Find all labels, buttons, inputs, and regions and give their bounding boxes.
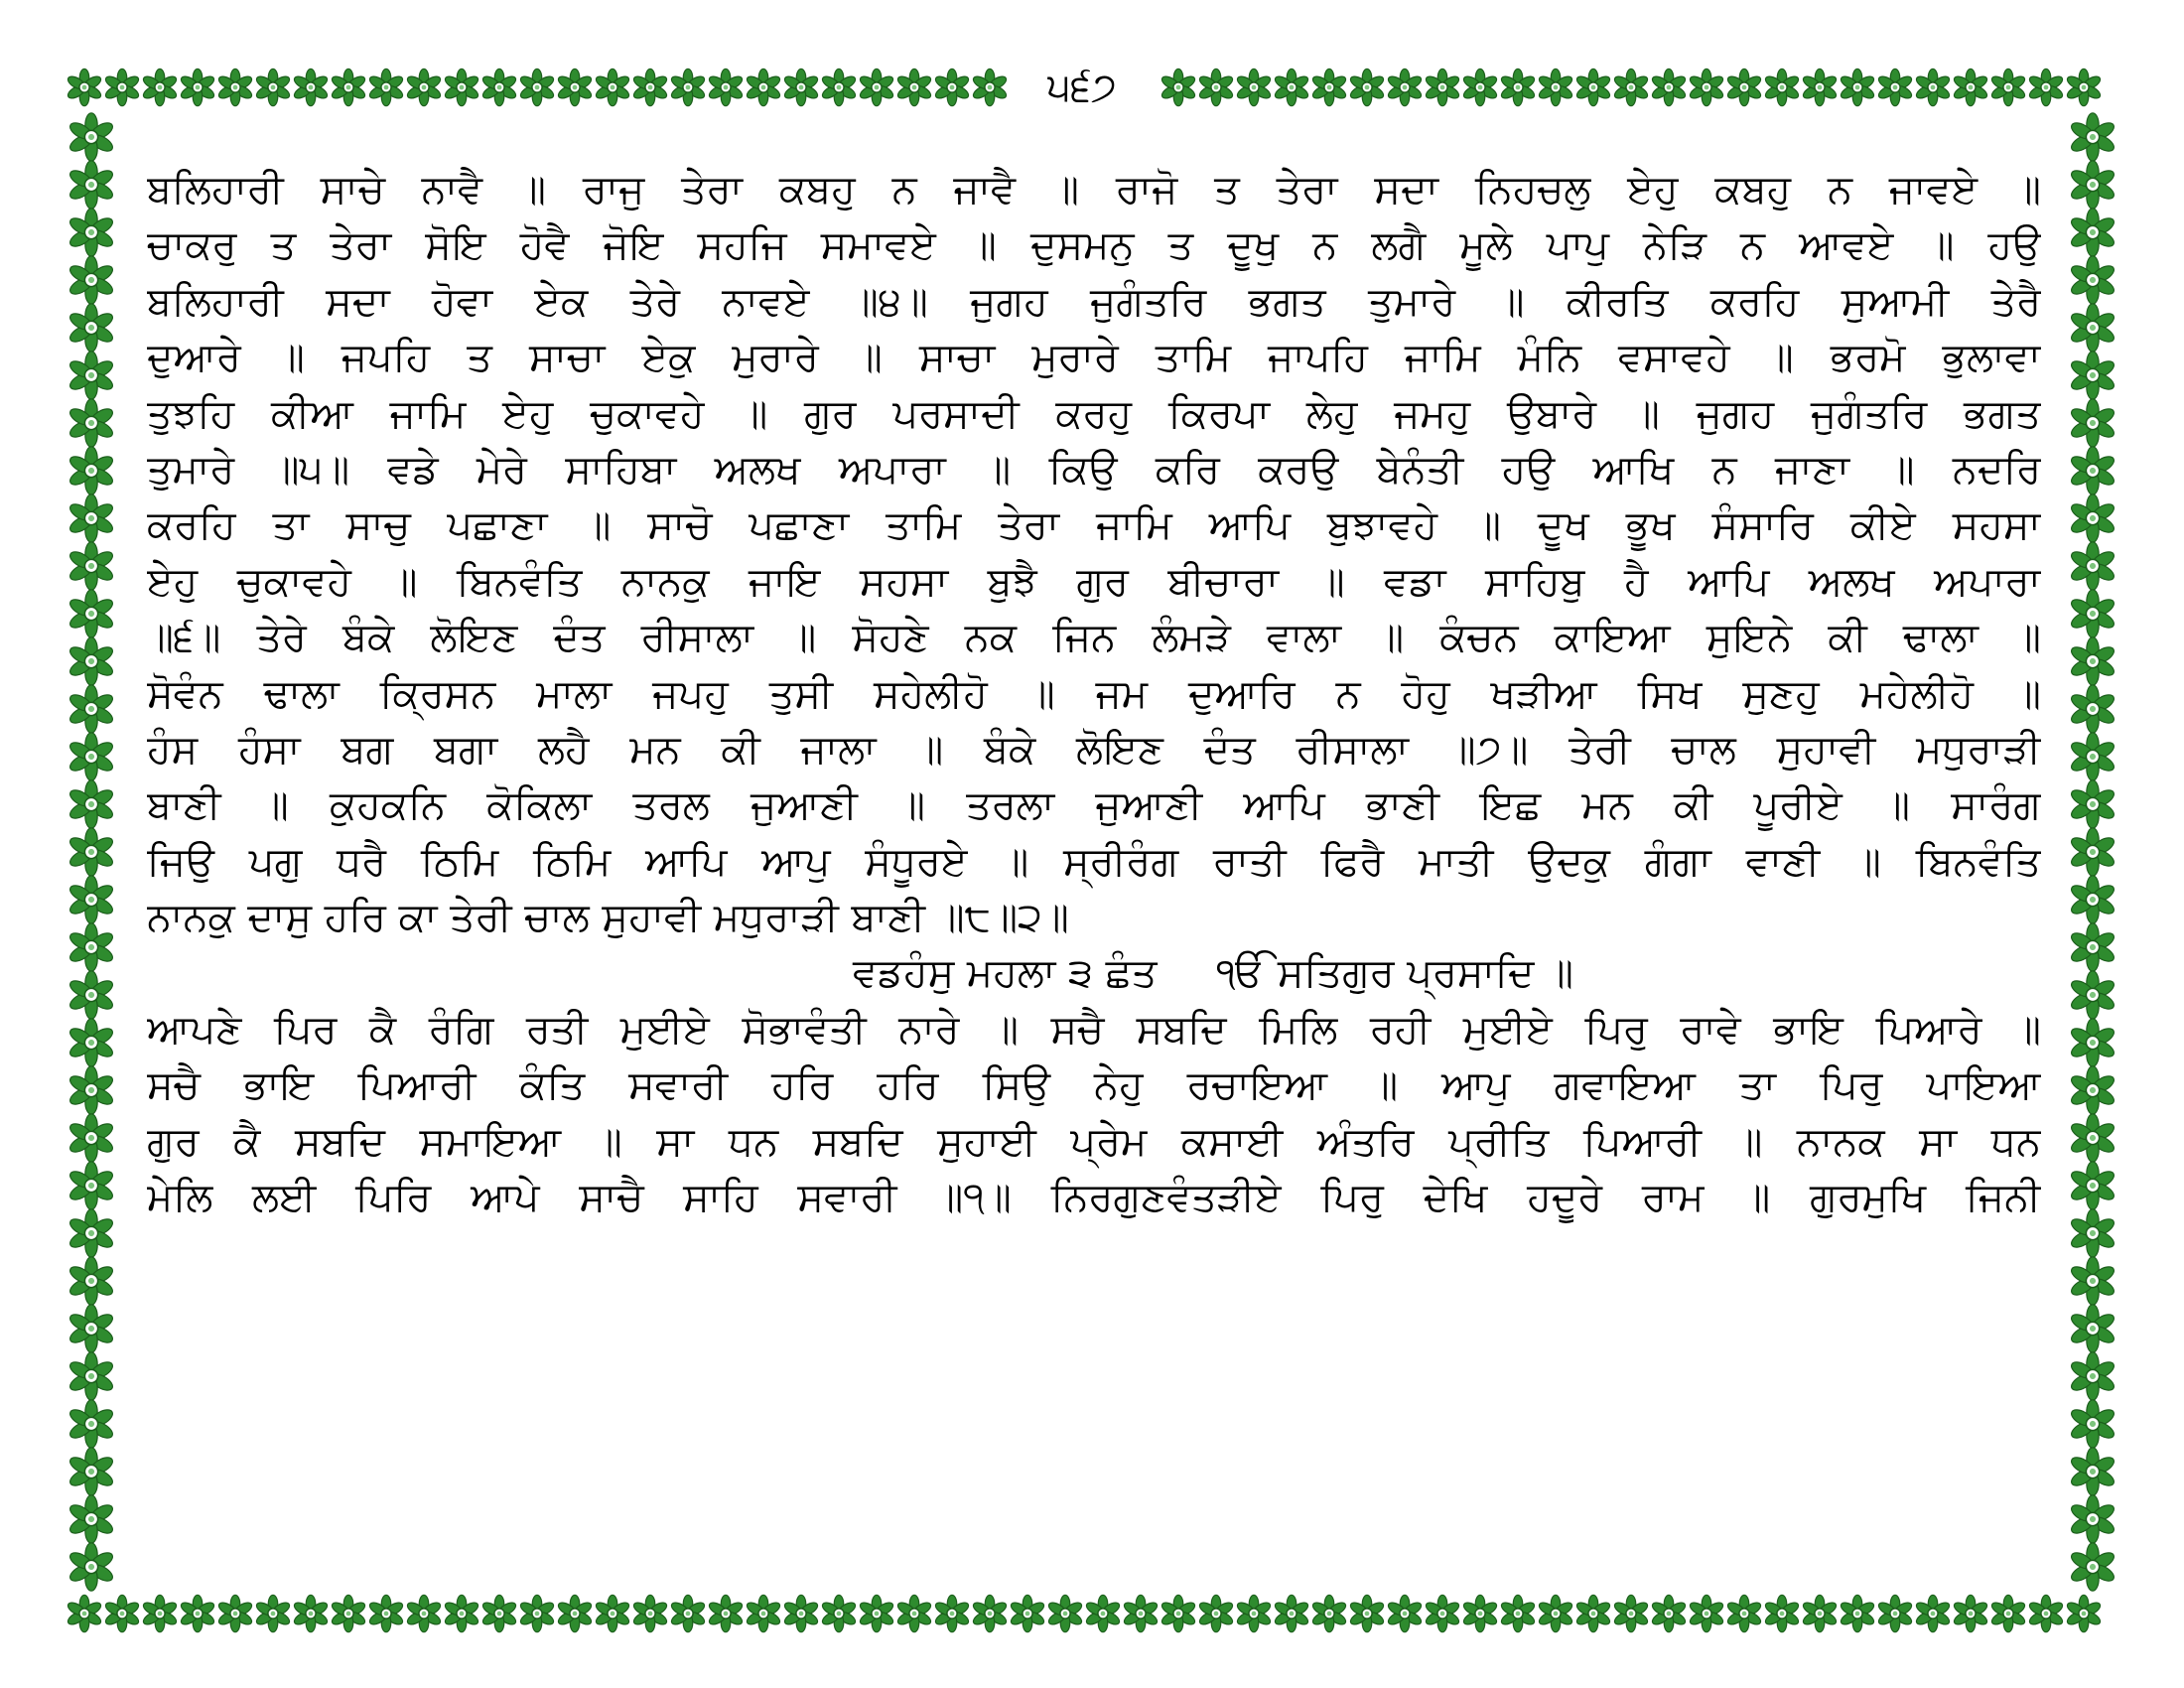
border-flower-icon [1839,69,1875,105]
border-flower-icon [631,69,668,105]
border-flower-icon [971,1595,1008,1631]
border-flower-icon [895,69,932,105]
border-flower-icon [68,1257,115,1305]
border-flower-icon [2027,1595,2064,1631]
border-flower-icon [858,69,894,105]
border-flower-icon [68,828,115,876]
page-number: ੫੬੭ [1008,58,1157,117]
border-flower-icon [2069,733,2116,780]
border-flower-icon [2069,256,2116,304]
border-flower-icon [2069,1448,2116,1495]
border-flower-icon [594,1595,630,1631]
border-flower-icon [2069,447,2116,494]
text-line: ਏਹੁ ਚੁਕਾਵਹੇ ॥ ਬਿਨਵੰਤਿ ਨਾਨਕੁ ਜਾਇ ਸਹਸਾ ਬੁਝੈ ਗੁਰ ਬੀਚਾਰਾ ॥ ਵਡਾ ਸਾਹਿਬੁ ਹੈ ਆਪਿ ਅਲਖ ਅਪਾਰਾ [147,558,2041,605]
border-flower-icon [216,1595,253,1631]
border-flower-icon [367,1595,404,1631]
border-flower-icon [518,69,555,105]
text-line: ਨਾਨਕੁ ਦਾਸੁ ਹਰਿ ਕਾ ਤੇਰੀ ਚਾਲ ਸੁਹਾਵੀ ਮਧੁਰਾੜੀ ਬਾਣੀ ॥੮॥੨॥ [147,895,1069,941]
border-flower-icon [1273,1595,1309,1631]
border-flower-icon [1499,1595,1536,1631]
border-flower-icon [1009,1595,1045,1631]
text-line: ਤੁਮਾਰੇ ॥੫॥ ਵਡੇ ਮੇਰੇ ਸਾਹਿਬਾ ਅਲਖ ਅਪਾਰਾ ॥ ਕਿਉ ਕਰਿ ਕਰਉ ਬੇਨੰਤੀ ਹਉ ਆਖਿ ਨ ਜਾਣਾ ॥ ਨਦਰਿ [147,446,2041,492]
text-line: ਆਪਣੇ ਪਿਰ ਕੈ ਰੰਗਿ ਰਤੀ ਮੁਈਏ ਸੋਭਾਵੰਤੀ ਨਾਰੇ ॥ ਸਚੈ ਸਬਦਿ ਮਿਲਿ ਰਹੀ ਮੁਈਏ ਪਿਰੁ ਰਾਵੇ ਭਾਇ ਪਿਆਰੇ ॥ [147,1006,2041,1053]
border-flower-icon [1914,69,1951,105]
border-flower-icon [141,69,178,105]
border-flower-icon [68,1400,115,1448]
border-flower-icon [1763,1595,1800,1631]
border-flower-icon [68,1019,115,1066]
border-flower-icon [1876,1595,1913,1631]
border-flower-icon [68,1543,115,1591]
border-flower-icon [1461,1595,1498,1631]
border-flower-icon [1952,1595,1988,1631]
text-line: ਮੇਲਿ ਲਈ ਪਿਰਿ ਆਪੇ ਸਾਚੈ ਸਾਹਿ ਸਵਾਰੀ ॥੧॥ ਨਿਰਗੁਣਵੰਤੜੀਏ ਪਿਰੁ ਦੇਖਿ ਹਦੂਰੇ ਰਾਮ ॥ ਗੁਰਮੁਖਿ ਜਿਨੀ [147,1175,2041,1221]
border-flower-icon [1688,1595,1724,1631]
border-flower-icon [480,69,517,105]
border-flower-icon [66,69,102,105]
border-flower-icon [66,1595,102,1631]
border-flower-icon [68,113,115,161]
border-flower-icon [1725,1595,1762,1631]
border-flower-icon [1612,1595,1649,1631]
border-flower-icon [68,1495,115,1543]
border-flower-icon [103,1595,140,1631]
border-flower-icon [2069,876,2116,923]
border-flower-icon [556,69,593,105]
section-heading [147,945,2041,1001]
border-flower-icon [782,69,819,105]
border-flower-icon [1160,69,1196,105]
border-flower-icon [2069,828,2116,876]
border-flower-icon [179,1595,215,1631]
border-flower-icon [2069,1400,2116,1448]
text-line: ਗੁਰ ਕੈ ਸਬਦਿ ਸਮਾਇਆ ॥ ਸਾ ਧਨ ਸਬਦਿ ਸੁਹਾਈ ਪ੍ਰੇਮ ਕਸਾਈ ਅੰਤਰਿ ਪ੍ਰੀਤਿ ਪਿਆਰੀ ॥ ਨਾਨਕ ਸਾ ਧਨ [147,1118,2041,1165]
border-flower-icon [216,69,253,105]
scripture-text [147,162,2041,1562]
border-flower-icon [1310,1595,1347,1631]
heading-invocation: ੴ ਸਤਿਗੁਰ ਪ੍ਰਸਾਦਿ ॥ [1216,950,1574,997]
text-line: ਹੰਸ ਹੰਸਾ ਬਗ ਬਗਾ ਲਹੈ ਮਨ ਕੀ ਜਾਲਾ ॥ ਬੰਕੇ ਲੋਇਣ ਦੰਤ ਰੀਸਾਲਾ ॥੭॥ ਤੇਰੀ ਚਾਲ ਸੁਹਾਵੀ ਮਧੁਰਾੜੀ [147,726,2041,773]
border-flower-icon [443,1595,479,1631]
border-flower-icon [1461,69,1498,105]
border-flower-icon [68,876,115,923]
border-flower-icon [68,971,115,1019]
border-flower-icon [1046,1595,1083,1631]
border-flower-icon [2069,1352,2116,1400]
border-flower-icon [2069,637,2116,685]
border-flower-icon [2065,69,2102,105]
border-flower-icon [1952,69,1988,105]
border-flower-icon [933,69,970,105]
border-flower-icon [1574,69,1611,105]
border-flower-icon [405,1595,442,1631]
border-flower-icon [1537,1595,1573,1631]
border-flower-icon [518,1595,555,1631]
border-flower-icon [68,304,115,352]
border-flower-icon [2069,590,2116,637]
border-flower-icon [367,69,404,105]
border-flower-icon [1424,69,1460,105]
border-flower-icon [68,1066,115,1114]
border-flower-icon [68,161,115,209]
border-flower-icon [556,1595,593,1631]
border-flower-icon [1989,69,2026,105]
text-line: ॥੬॥ ਤੇਰੇ ਬੰਕੇ ਲੋਇਣ ਦੰਤ ਰੀਸਾਲਾ ॥ ਸੋਹਣੇ ਨਕ ਜਿਨ ਲੰਮੜੇ ਵਾਲਾ ॥ ਕੰਚਨ ਕਾਇਆ ਸੁਇਨੇ ਕੀ ਢਾਲਾ ॥ [147,615,2041,661]
border-flower-icon [669,1595,706,1631]
border-flower-icon [895,1595,932,1631]
border-flower-icon [68,542,115,590]
heading-title: ਵਡਹੰਸੁ ਮਹਲਾ ੩ ਛੰਤ [852,950,1158,997]
border-flower-icon [1235,69,1272,105]
border-flower-icon [2069,685,2116,733]
border-flower-icon [68,733,115,780]
border-flower-icon [68,1352,115,1400]
border-flower-icon [1273,69,1309,105]
border-flower-icon [2069,542,2116,590]
border-flower-icon [594,69,630,105]
text-line: ਸਚੈ ਭਾਇ ਪਿਆਰੀ ਕੰਤਿ ਸਵਾਰੀ ਹਰਿ ਹਰਿ ਸਿਉ ਨੇਹੁ ਰਚਾਇਆ ॥ ਆਪੁ ਗਵਾਇਆ ਤਾ ਪਿਰੁ ਪਾਇਆ [147,1062,2041,1109]
border-flower-icon [254,1595,291,1631]
border-flower-icon [292,69,329,105]
border-flower-icon [669,69,706,105]
border-flower-icon [1989,1595,2026,1631]
border-flower-icon [2069,352,2116,399]
border-flower-icon [2027,69,2064,105]
border-flower-icon [2069,971,2116,1019]
border-flower-icon [443,69,479,105]
border-flower-icon [480,1595,517,1631]
border-flower-icon [2069,1209,2116,1257]
border-flower-icon [2069,494,2116,542]
border-flower-icon [2069,1305,2116,1352]
border-flower-icon [745,1595,781,1631]
border-flower-icon [1688,69,1724,105]
border-flower-icon [1160,1595,1196,1631]
border-flower-icon [707,1595,744,1631]
border-flower-icon [254,69,291,105]
border-flower-icon [1197,69,1234,105]
border-flower-icon [2069,1019,2116,1066]
border-flower-icon [68,1448,115,1495]
border-flower-icon [68,1114,115,1162]
border-flower-icon [330,69,366,105]
border-flower-icon [1197,1595,1234,1631]
border-flower-icon [971,69,1008,105]
border-flower-icon [1499,69,1536,105]
border-flower-icon [1763,69,1800,105]
border-flower-icon [2069,1257,2116,1305]
border-flower-icon [1725,69,1762,105]
border-flower-icon [707,69,744,105]
border-flower-icon [1386,1595,1423,1631]
text-line: ਬਲਿਹਾਰੀ ਸਦਾ ਹੋਵਾ ਏਕ ਤੇਰੇ ਨਾਵਏ ॥੪॥ ਜੁਗਹ ਜੁਗੰਤਰਿ ਭਗਤ ਤੁਮਾਰੇ ॥ ਕੀਰਤਿ ਕਰਹਿ ਸੁਆਮੀ ਤੇਰੈ [147,278,2041,325]
border-flower-icon [1574,1595,1611,1631]
border-flower-icon [1650,69,1687,105]
border-flower-icon [933,1595,970,1631]
border-flower-icon [2069,209,2116,256]
border-flower-icon [68,209,115,256]
border-flower-icon [2069,1162,2116,1209]
text-line: ਚਾਕਰੁ ਤ ਤੇਰਾ ਸੋਇ ਹੋਵੈ ਜੋਇ ਸਹਜਿ ਸਮਾਵਏ ॥ ਦੁਸਮਨੁ ਤ ਦੂਖੁ ਨ ਲਗੈ ਮੂਲੇ ਪਾਪੁ ਨੇੜਿ ਨ ਆਵਏ ॥ ਹਉ [147,222,2041,269]
text-line: ਜਿਉ ਪਗੁ ਧਰੈ ਠਿਮਿ ਠਿਮਿ ਆਪਿ ਆਪੁ ਸੰਧੂਰਏ ॥ ਸ੍ਰੀਰੰਗ ਰਾਤੀ ਫਿਰੈ ਮਾਤੀ ਉਦਕੁ ਗੰਗਾ ਵਾਣੀ ॥ ਬਿਨਵੰਤਿ [147,838,2041,885]
border-flower-icon [1612,69,1649,105]
border-flower-icon [1801,69,1838,105]
border-flower-icon [68,1209,115,1257]
border-flower-icon [68,923,115,971]
border-flower-icon [68,352,115,399]
border-flower-icon [68,685,115,733]
text-line: ਦੁਆਰੇ ॥ ਜਪਹਿ ਤ ਸਾਚਾ ਏਕੁ ਮੁਰਾਰੇ ॥ ਸਾਚਾ ਮੁਰਾਰੇ ਤਾਮਿ ਜਾਪਹਿ ਜਾਮਿ ਮੰਨਿ ਵਸਾਵਹੇ ॥ ਭਰਮੋ ਭੁਲਾਵਾ [147,335,2041,381]
border-flower-icon [68,1305,115,1352]
border-flower-icon [1537,69,1573,105]
border-flower-icon [103,69,140,105]
text-line: ਤੁਝਹਿ ਕੀਆ ਜਾਮਿ ਏਹੁ ਚੁਕਾਵਹੇ ॥ ਗੁਰ ਪਰਸਾਦੀ ਕਰਹੁ ਕਿਰਪਾ ਲੇਹੁ ਜਮਹੁ ਉਬਾਰੇ ॥ ਜੁਗਹ ਜੁਗੰਤਰਿ ਭਗਤ [147,390,2041,437]
border-flower-icon [2065,1595,2102,1631]
border-flower-icon [292,1595,329,1631]
border-flower-icon [631,1595,668,1631]
border-flower-icon [1801,1595,1838,1631]
border-flower-icon [1084,1595,1121,1631]
border-flower-icon [68,1162,115,1209]
border-flower-icon [68,590,115,637]
border-flower-icon [141,1595,178,1631]
border-flower-icon [2069,399,2116,447]
border-flower-icon [68,637,115,685]
border-flower-icon [330,1595,366,1631]
border-flower-icon [1386,69,1423,105]
border-flower-icon [68,780,115,828]
border-flower-icon [1876,69,1913,105]
border-flower-icon [2069,923,2116,971]
border-flower-icon [68,256,115,304]
border-flower-icon [1235,1595,1272,1631]
border-flower-icon [1424,1595,1460,1631]
text-line: ਸੋਵੰਨ ਢਾਲਾ ਕ੍ਰਿਸਨ ਮਾਲਾ ਜਪਹੁ ਤੁਸੀ ਸਹੇਲੀਹੋ ॥ ਜਮ ਦੁਆਰਿ ਨ ਹੋਹੁ ਖੜੀਆ ਸਿਖ ਸੁਣਹੁ ਮਹੇਲੀਹੋ ॥ [147,670,2041,717]
border-flower-icon [68,447,115,494]
border-flower-icon [68,399,115,447]
border-flower-icon [820,1595,857,1631]
border-flower-icon [2069,304,2116,352]
border-flower-icon [2069,161,2116,209]
border-flower-icon [1122,1595,1159,1631]
border-flower-icon [1348,69,1385,105]
text-line: ਬਾਣੀ ॥ ਕੁਹਕਨਿ ਕੋਕਿਲਾ ਤਰਲ ਜੁਆਣੀ ॥ ਤਰਲਾ ਜੁਆਣੀ ਆਪਿ ਭਾਣੀ ਇਛ ਮਨ ਕੀ ਪੂਰੀਏ ॥ ਸਾਰੰਗ [147,782,2041,829]
border-flower-icon [68,494,115,542]
text-line: ਕਰਹਿ ਤਾ ਸਾਚੁ ਪਛਾਣਾ ॥ ਸਾਚੋ ਪਛਾਣਾ ਤਾਮਿ ਤੇਰਾ ਜਾਮਿ ਆਪਿ ਬੁਝਾਵਹੇ ॥ ਦੂਖ ਭੂਖ ਸੰਸਾਰਿ ਕੀਏ ਸਹਸਾ [147,502,2041,549]
border-flower-icon [2069,1543,2116,1591]
border-flower-icon [179,69,215,105]
border-flower-icon [1914,1595,1951,1631]
border-flower-icon [782,1595,819,1631]
border-flower-icon [1348,1595,1385,1631]
border-flower-icon [2069,1114,2116,1162]
border-flower-icon [820,69,857,105]
border-flower-icon [1839,1595,1875,1631]
border-flower-icon [2069,1066,2116,1114]
border-flower-icon [1310,69,1347,105]
text-line: ਬਲਿਹਾਰੀ ਸਾਚੇ ਨਾਵੈ ॥ ਰਾਜੁ ਤੇਰਾ ਕਬਹੁ ਨ ਜਾਵੈ ॥ ਰਾਜੋ ਤ ਤੇਰਾ ਸਦਾ ਨਿਹਚਲੁ ਏਹੁ ਕਬਹੁ ਨ ਜਾਵਏ ॥ [147,167,2041,212]
border-flower-icon [858,1595,894,1631]
border-flower-icon [2069,780,2116,828]
border-flower-icon [405,69,442,105]
border-flower-icon [745,69,781,105]
border-flower-icon [2069,1495,2116,1543]
border-flower-icon [1650,1595,1687,1631]
border-flower-icon [2069,113,2116,161]
